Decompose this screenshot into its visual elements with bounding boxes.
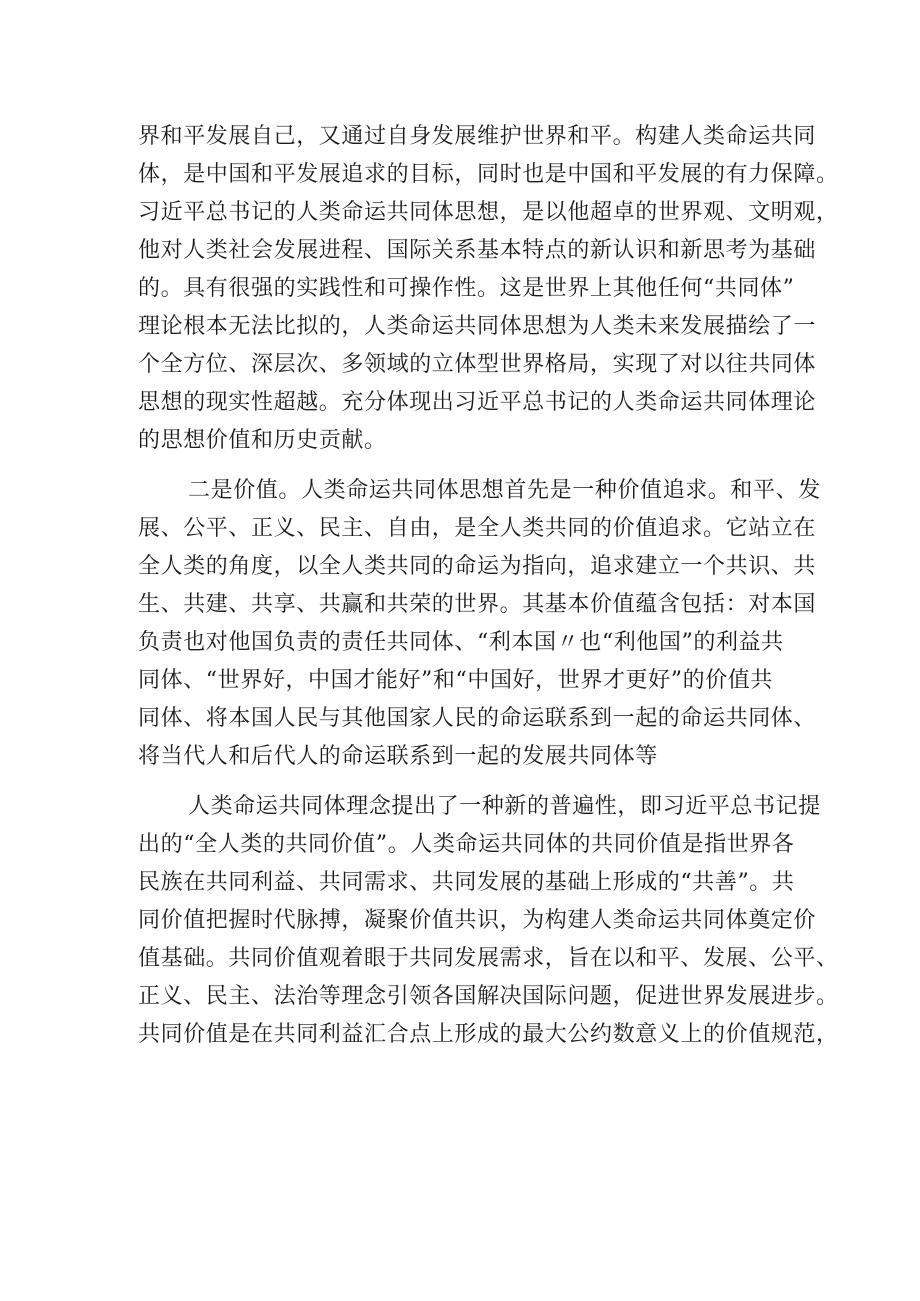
text-line: 出的“全人类的共同价值”。人类命运共同体的共同价值是指世界各 [138,832,795,857]
text-line: 展、公平、正义、民主、自由，是全人类共同的价值追求。它站立在 [138,516,817,541]
text-line: 同价值把握时代脉搏，凝聚价值共识，为构建人类命运共同体奠定价 [138,908,817,933]
text-line: 思想的现实性超越。充分体现出习近平总书记的人类命运共同体理论 [138,390,817,415]
text-line: 的思想价值和历史贡献。 [138,428,387,453]
paragraph-1 [138,118,839,460]
text-line: 同体、“世界好，中国才能好”和“中国好，世界才更好”的价值共 [138,668,773,693]
text-line: 的。具有很强的实践性和可操作性。这是世界上其他任何“共同体” [138,276,795,301]
text-line: 个全方位、深层次、多领域的立体型世界格局，实现了对以往共同体 [138,352,817,377]
text-line: 正义、民主、法治等理念引领各国解决国际问题，促进世界发展进步。 [138,984,839,1009]
text-line: 理论根本无法比拟的，人类命运共同体思想为人类未来发展描绘了一 [138,314,817,339]
text-line: 人类命运共同体理念提出了一种新的普遍性，即习近平总书记提 [188,794,821,819]
text-line: 值基础。共同价值观着眼于共同发展需求，旨在以和平、发展、公平、 [138,946,839,971]
text-line: 全人类的角度，以全人类共同的命运为指向，追求建立一个共识、共 [138,554,817,579]
text-line: 负责也对他国负责的责任共同体、“利本国〃也“利他国”的利益共 [138,630,784,655]
text-line: 习近平总书记的人类命运共同体思想，是以他超卓的世界观、文明观， [138,200,839,225]
document-body [138,118,839,1054]
text-line: 生、共建、共享、共赢和共荣的世界。其基本价值蕴含包括：对本国 [138,592,817,617]
text-line: 共同价值是在共同利益汇合点上形成的最大公约数意义上的价值规范， [138,1022,839,1047]
paragraph-3 [138,788,839,1054]
text-line: 二是价值。人类命运共同体思想首先是一种价值追求。和平、发 [188,478,821,503]
text-line: 他对人类社会发展进程、国际关系基本特点的新认识和新思考为基础 [138,238,817,263]
text-line: 界和平发展自己，又通过自身发展维护世界和平。构建人类命运共同 [138,124,817,149]
text-line: 体，是中国和平发展追求的目标，同时也是中国和平发展的有力保障。 [138,162,839,187]
text-line: 将当代人和后代人的命运联系到一起的发展共同体等 [138,744,658,769]
paragraph-2 [138,472,821,776]
text-line: 同体、将本国人民与其他国家人民的命运联系到一起的命运共同体、 [138,706,817,731]
text-line: 民族在共同利益、共同需求、共同发展的基础上形成的“共善”。共 [138,870,795,895]
